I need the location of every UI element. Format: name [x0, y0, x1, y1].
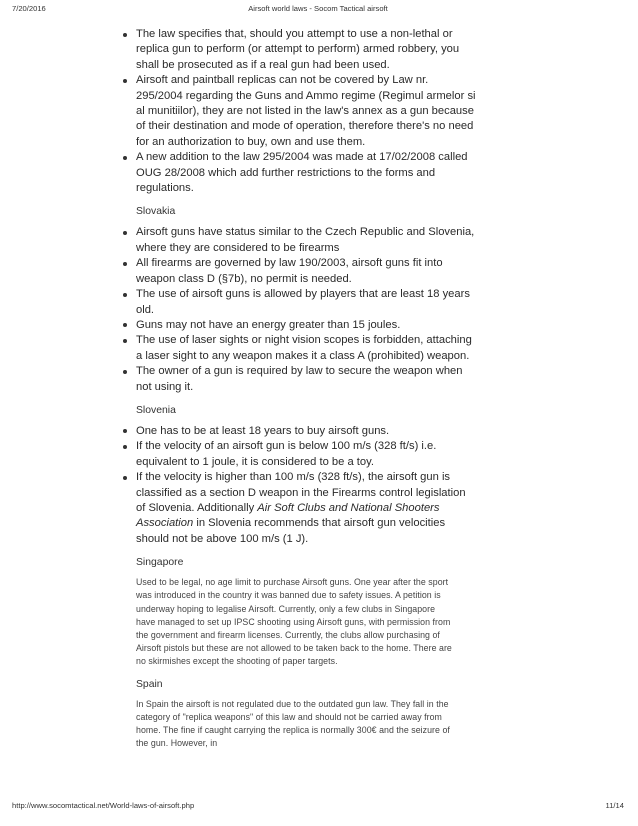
page-footer	[12, 801, 624, 813]
list-item	[117, 470, 477, 547]
spain-paragraph: In Spain the airsoft is not regulated due to the outdated gun law. They fall in the category of "replica weapons" of this law and should not be carried away from home. The fine if caught carrying the replica is normally 300€ and the seizure of the gun. However, in	[136, 698, 450, 749]
document-title: Airsoft world laws - Socom Tactical airsoft	[248, 4, 388, 13]
slovenia-list	[117, 424, 477, 547]
article-body	[117, 27, 477, 757]
association-name: Air Soft Clubs and National Shooters Association	[136, 501, 440, 530]
list-item: If the velocity of an airsoft gun is below 100 m/s (328 ft/s) i.e. equivalent to 1 joule, it is considered to be a toy.	[117, 439, 477, 470]
source-url: http://www.socomtactical.net/World-laws-of-airsoft.php	[12, 801, 195, 810]
list-item: The use of airsoft guns is allowed by players that are least 18 years old.	[117, 287, 477, 318]
list-item: The use of laser sights or night vision scopes is forbidden, attaching a laser sight to any weapon makes it a class A (prohibited) weapon.	[117, 333, 477, 364]
page-number: 11/14	[605, 801, 624, 810]
list-item: The law specifies that, should you attempt to use a non-lethal or replica gun to perform (or attempt to perform) armed robbery, you shall be prosecuted as if a real gun had been used.	[117, 27, 477, 73]
section-title-singapore: Singapore	[136, 557, 184, 569]
list-item: All firearms are governed by law 190/2003, airsoft guns fit into weapon class D (§7b), no permit is needed.	[117, 256, 477, 287]
list-item: Airsoft and paintball replicas can not be covered by Law nr. 295/2004 regarding the Guns and Ammo regime (Regimul armelor si al munitiilor), they are not listed in the law's annex as a gun because of their destination and mode of operation, therefore there's no need for an authorization to buy, own and use them.	[117, 73, 477, 150]
print-date: 7/20/2016	[12, 4, 46, 13]
list-item: A new addition to the law 295/2004 was made at 17/02/2008 called OUG 28/2008 which add further restrictions to the forms and regulations.	[117, 150, 477, 196]
page-header	[12, 4, 624, 16]
slovakia-list	[117, 225, 477, 394]
section-title-spain: Spain	[136, 678, 163, 690]
list-item: Guns may not have an energy greater than 15 joules.	[117, 318, 477, 333]
list-item: Airsoft guns have status similar to the Czech Republic and Slovenia, where they are considered to be firearms	[117, 225, 477, 256]
list-item: The owner of a gun is required by law to secure the weapon when not using it.	[117, 364, 477, 395]
singapore-paragraph: Used to be legal, no age limit to purchase Airsoft guns. One year after the sport was introduced in the country it was banned due to safety issues. A petition is underway hoping to legalise Airsoft. Currently, only a few clubs in Singapore have managed to set up IPSC shooting using Airsoft guns, with permission from the government and firearm licenses. Currently, the clubs allow purchasing of Airsoft pistols but these are not allowed to be taken back to the home. There are no skirmishes except the shooting of paper targets.	[136, 577, 452, 667]
section-title-slovenia: Slovenia	[136, 404, 176, 416]
item-text: in Slovenia recommends that airsoft gun velocities should not be above 100 m/s (1 J).	[136, 517, 446, 545]
item-text: If the velocity is higher than 100 m/s (328 ft/s), the airsoft gun is classified as a section D weapon in the Firearms control legislation of Slovenia. Additionally	[136, 471, 466, 514]
romania-list	[117, 27, 477, 196]
list-item: One has to be at least 18 years to buy airsoft guns.	[117, 424, 477, 439]
section-title-slovakia: Slovakia	[136, 206, 176, 218]
